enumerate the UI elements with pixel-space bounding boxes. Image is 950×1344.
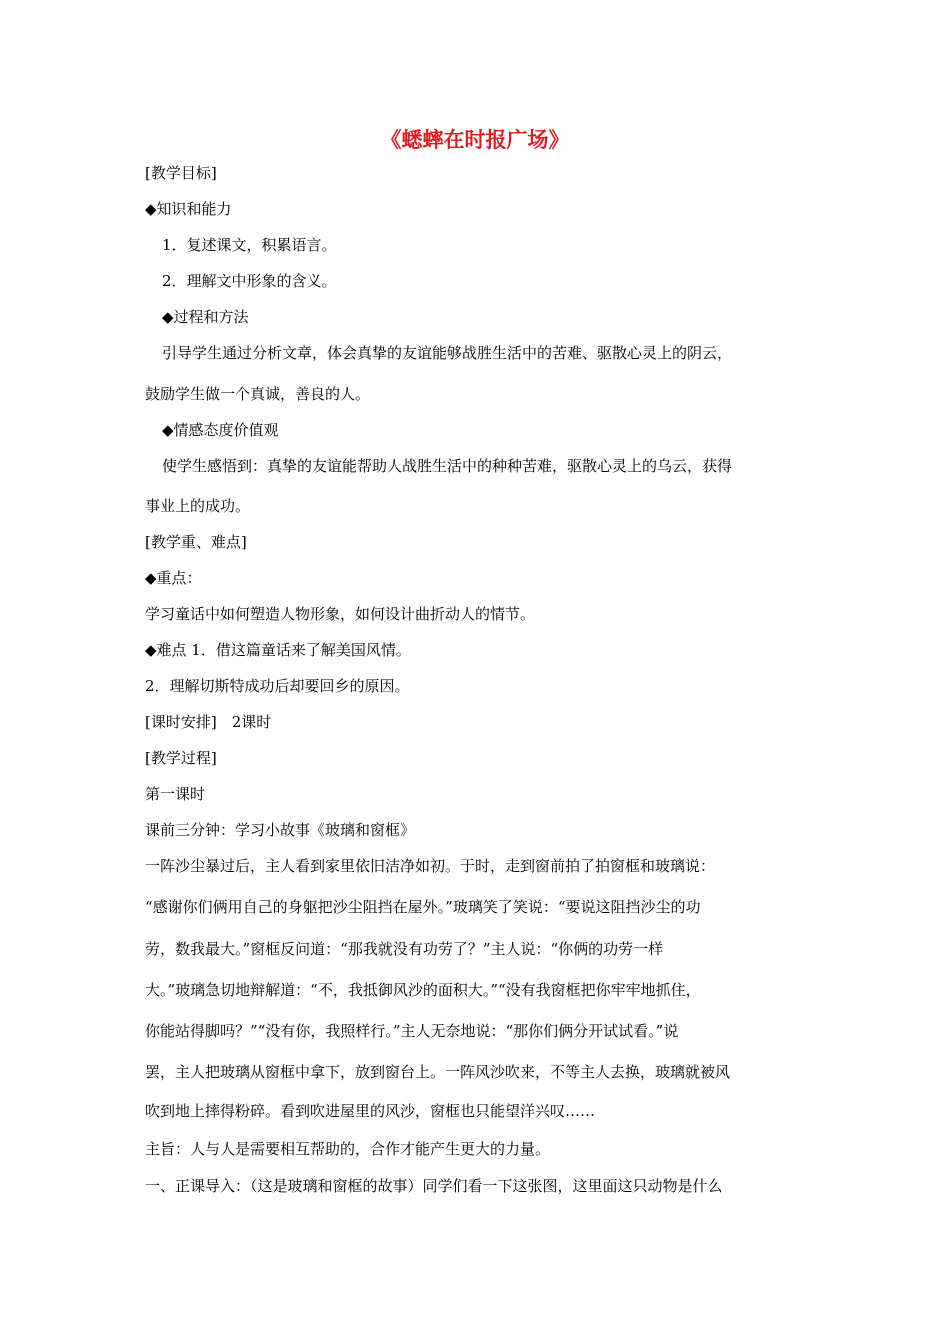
subheading-emotion: ◆情感态度价值观 <box>162 421 279 439</box>
subheading-focus: ◆重点： <box>145 569 202 587</box>
lesson-heading: 第一课时 <box>145 785 206 803</box>
paragraph-line: 劳，数我最大。”窗框反问道：“那我就没有功劳了？”主人说：“你俩的功劳一样 <box>145 940 664 958</box>
section-heading-schedule: [课时安排] 2课时 <box>145 713 272 731</box>
paragraph-line: 吹到地上摔得粉碎。看到吹进屋里的风沙，窗框也只能望洋兴叹…… <box>145 1102 596 1120</box>
paragraph-line: 罢，主人把玻璃从窗框中拿下，放到窗台上。一阵风沙吹来，不等主人去换，玻璃就被风 <box>145 1063 731 1081</box>
paragraph-line: “感谢你们俩用自己的身躯把沙尘阻挡在屋外。”玻璃笑了笑说：“要说这阻挡沙尘的功 <box>145 898 701 916</box>
paragraph-line: 主旨：人与人是需要相互帮助的，合作才能产生更大的力量。 <box>145 1140 551 1158</box>
section-heading-objectives: [教学目标] <box>145 164 217 182</box>
subheading-knowledge: ◆知识和能力 <box>145 200 232 218</box>
paragraph-line: 一、正课导入：（这是玻璃和窗框的故事）同学们看一下这张图，这里面这只动物是什么 <box>145 1177 723 1195</box>
paragraph-line: 引导学生通过分析文章，体会真挚的友谊能够战胜生活中的苦难、驱散心灵上的阴云， <box>162 344 733 362</box>
paragraph-line: 鼓励学生做一个真诚，善良的人。 <box>145 385 371 403</box>
subheading-difficulty: ◆难点 1．借这篇童话来了解美国风情。 <box>145 641 411 659</box>
paragraph-line: 学习童话中如何塑造人物形象，如何设计曲折动人的情节。 <box>145 605 536 623</box>
document-title: 《蟋蟀在时报广场》 <box>380 128 570 152</box>
list-item: 1．复述课文，积累语言。 <box>162 236 337 254</box>
paragraph-line: 你能站得脚吗？”“没有你，我照样行。”主人无奈地说：“那你们俩分开试试看。”说 <box>145 1022 679 1040</box>
paragraph-line: 一阵沙尘暴过后，主人看到家里依旧洁净如初。于时，走到窗前拍了拍窗框和玻璃说： <box>145 857 716 875</box>
paragraph-line: 大。”玻璃急切地辩解道：“不，我抵御风沙的面积大。”“没有我窗框把你牢牢地抓住， <box>145 981 701 999</box>
section-heading-key-points: [教学重、难点] <box>145 533 247 551</box>
list-item: 2．理解文中形象的含义。 <box>162 272 337 290</box>
paragraph-line: 课前三分钟：学习小故事《玻璃和窗框》 <box>145 821 416 839</box>
section-heading-process: [教学过程] <box>145 749 217 767</box>
subheading-process: ◆过程和方法 <box>162 308 249 326</box>
paragraph-line: 使学生感悟到：真挚的友谊能帮助人战胜生活中的种种苦难，驱散心灵上的乌云，获得 <box>162 457 733 475</box>
paragraph-line: 事业上的成功。 <box>145 497 251 515</box>
list-item: 2．理解切斯特成功后却要回乡的原因。 <box>145 677 410 695</box>
